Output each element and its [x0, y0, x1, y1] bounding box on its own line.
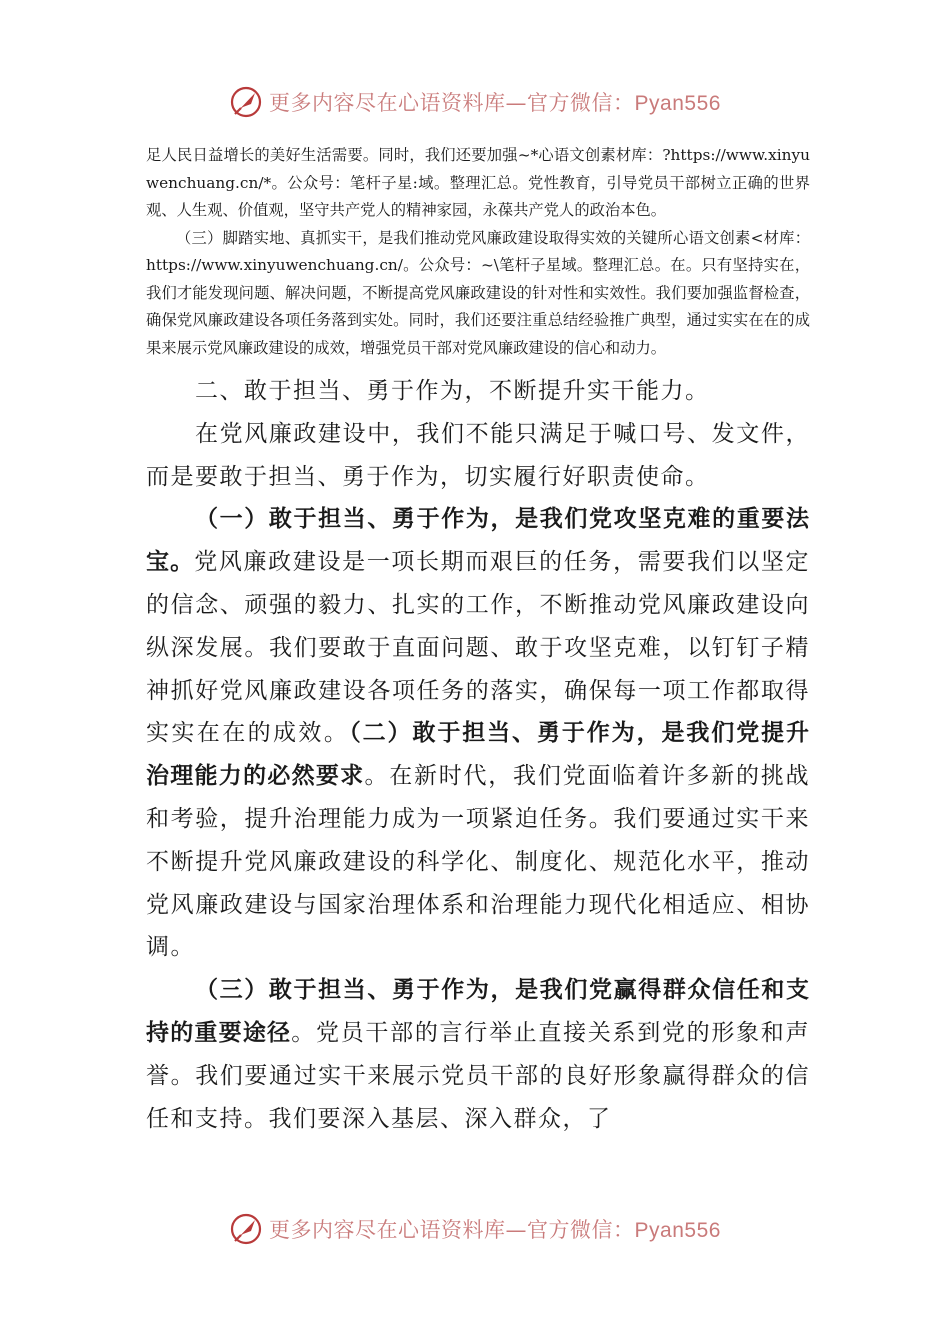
banner-wechat-id: Pyan556: [634, 92, 721, 115]
paragraph-2: （三）脚踏实地、真抓实干，是我们推动党风廉政建设取得实效的关键所心语文创素<材库：https://www.xinyuwenchuang.cn/。公众号：~\笔杆子星域。整理汇总。在。只有坚持实在，我们才能发现问题、解决问题，不断提高党风廉政建设的针对性和实效性。我们要加强监督检查，确保党风廉政建设各项任务落到实处。同时，我们还要注重总结经验推广典型，通过实实在在的成果来展示党风廉政建设的成效，增强党员干部对党风廉政建设的信心和动力。: [146, 228, 810, 357]
paragraph-4-text-2: 。在新时代，我们党面临着许多新的挑战和考验，提升治理能力成为一项紧迫任务。我们要通过实干来不断提升党风廉政建设的科学化、制度化、规范化水平，推动党风廉政建设与国家治理体系和治理能力现代化相适应、相协调。: [146, 763, 811, 961]
banner-wechat-id: Pyan556: [634, 1219, 721, 1242]
header-banner: [0, 80, 950, 124]
banner-text: [269, 87, 721, 117]
footer-banner: [0, 1207, 950, 1251]
banner-label: 官方微信：: [527, 91, 635, 115]
banner-text: [269, 1214, 721, 1244]
quill-logo-icon: [229, 1212, 263, 1246]
quill-logo-icon: [229, 85, 263, 119]
paragraph-4-text: 党风廉政建设是一项长期而艰巨的任务，需要我们以坚定的信念、顽强的毅力、扎实的工作，不断推动党风廉政建设向纵深发展。我们要敢于直面问题、敢于攻坚克难，以钉钉子精神抓好党风廉政建设各项任务的落实，确保每一项工作都取得实实在在的成效。: [146, 549, 811, 747]
paragraph-4-bold-lead: （一）敢于担当、勇于作为，是我们党攻坚克难的重要法宝。: [146, 506, 810, 576]
paragraph-5: [146, 969, 810, 1140]
section-heading-2: 二、敢于担当、勇于作为，不断提升实干能力。: [195, 378, 710, 404]
banner-main: 更多内容尽在心语资料库: [269, 1218, 506, 1242]
paragraph-5-bold-lead: （三）敢于担当、勇于作为，是我们党赢得群众信任和支持的重要途径: [146, 977, 810, 1046]
paragraph-5-text: 。党员干部的言行举止直接关系到党的形象和声誉。我们要通过实干来展示党员干部的良好形象赢得群众的信任和支持。我们要深入基层、深入群众，了: [146, 1019, 811, 1132]
banner-separator: —: [505, 91, 528, 115]
paragraph-4: [146, 498, 810, 969]
paragraph-3: 在党风廉政建设中，我们不能只满足于喊口号、发文件，而是要敢于担当、勇于作为，切实履行好职责使命。: [146, 420, 810, 490]
document-body: [146, 142, 810, 1140]
banner-main: 更多内容尽在心语资料库: [269, 91, 506, 115]
paragraph-4-bold-lead-2: （二）敢于担当、勇于作为，是我们党提升治理能力的必然要求: [146, 720, 811, 790]
banner-separator: —: [505, 1218, 528, 1242]
paragraph-1: 足人民日益增长的美好生活需要。同时，我们还要加强~*心语文创素材库：?https://www.xinyuwenchuang.cn/*。公众号：笔杆子星:域。整理汇总。党性教育，引导党员干部树立正确的世界观、人生观、价值观，坚守共产党人的精神家园，永葆共产党人的政治本色。: [146, 146, 810, 219]
banner-label: 官方微信：: [527, 1218, 635, 1242]
